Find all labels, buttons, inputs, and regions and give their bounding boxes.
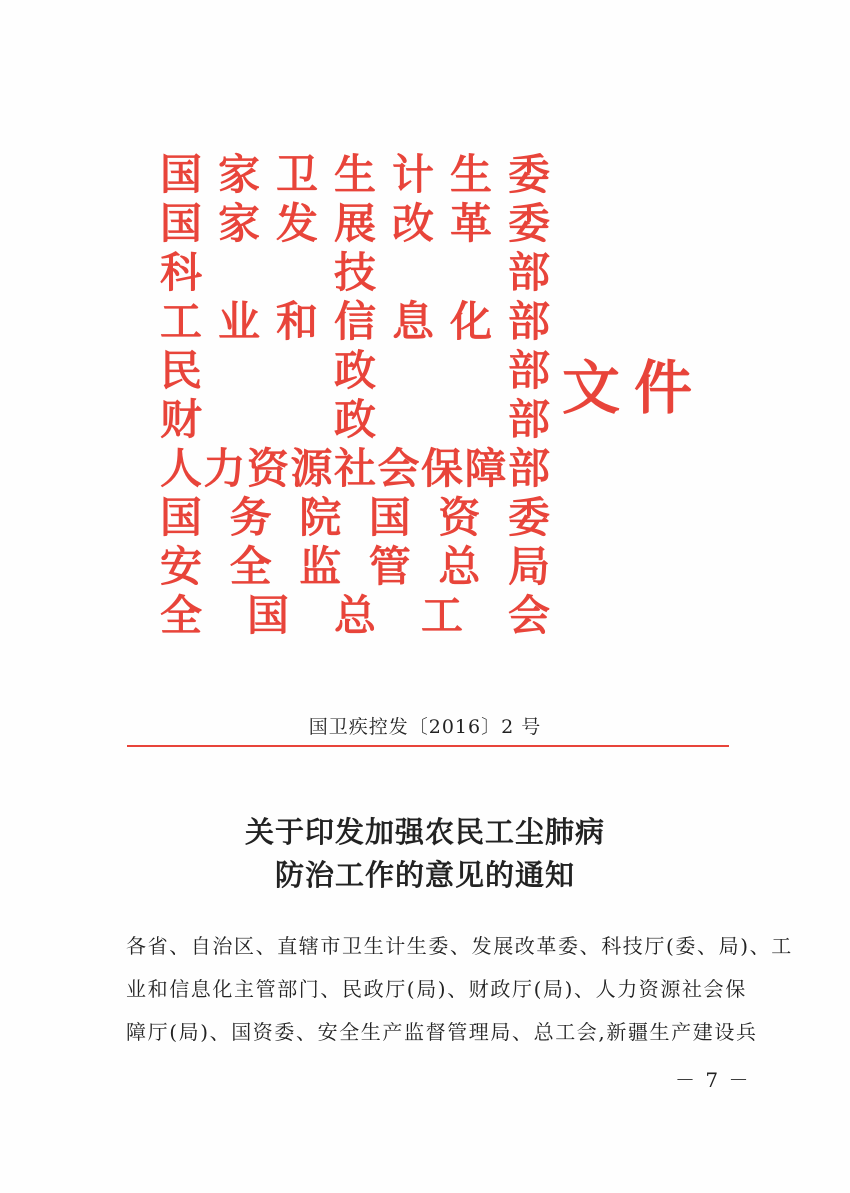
- page-number: － 7 －: [675, 1068, 751, 1092]
- issuer-char: 国: [160, 493, 203, 542]
- issuer-row: [160, 248, 560, 297]
- issuer-char: 国: [160, 150, 203, 199]
- issuer-char: 家: [218, 199, 261, 248]
- issuer-char: 委: [508, 199, 551, 248]
- issuer-row: [160, 542, 560, 591]
- issuer-char: 生: [334, 150, 377, 199]
- issuer-char: 部: [508, 346, 551, 395]
- issuer-char: 力: [203, 444, 246, 493]
- issuer-char: 社: [334, 444, 377, 493]
- issuer-char: 息: [392, 297, 435, 346]
- issuer-char: 部: [508, 248, 551, 297]
- issuer-char: 改: [392, 199, 435, 248]
- issuer-char: 革: [450, 199, 493, 248]
- body-line-1: 各省、自治区、直辖市卫生计生委、发展改革委、科技厅(委、局)、工: [126, 934, 793, 958]
- issuer-char: 信: [334, 297, 377, 346]
- body-line-3: 障厅(局)、国资委、安全生产监督管理局、总工会,新疆生产建设兵: [126, 1020, 758, 1044]
- issuer-row: [160, 297, 560, 346]
- issuer-char: 政: [334, 346, 377, 395]
- issuer-char: 资: [438, 493, 481, 542]
- issuer-char: 部: [508, 395, 551, 444]
- document-number: 国卫疾控发〔2016〕2 号: [308, 716, 542, 738]
- issuer-char: 院: [299, 493, 342, 542]
- issuer-char: 民: [160, 346, 203, 395]
- issuing-agencies-block: [160, 150, 560, 640]
- red-separator-line: [127, 745, 729, 747]
- issuer-char: 安: [160, 542, 203, 591]
- issuer-char: 会: [508, 591, 551, 640]
- document-suffix: 文件: [562, 354, 707, 422]
- issuer-char: 资: [247, 444, 290, 493]
- issuer-char: 业: [218, 297, 261, 346]
- issuer-char: 障: [464, 444, 507, 493]
- issuer-char: 人: [160, 444, 203, 493]
- issuer-char: 工: [160, 297, 203, 346]
- issuer-char: 化: [450, 297, 493, 346]
- issuer-char: 监: [299, 542, 342, 591]
- issuer-char: 总: [438, 542, 481, 591]
- issuer-char: 政: [334, 395, 377, 444]
- issuer-row: [160, 591, 560, 640]
- issuer-row: [160, 444, 560, 493]
- issuer-char: 发: [276, 199, 319, 248]
- issuer-char: 保: [421, 444, 464, 493]
- issuer-char: 委: [508, 150, 551, 199]
- issuer-row: [160, 346, 560, 395]
- issuer-char: 工: [421, 591, 464, 640]
- issuer-char: 部: [508, 444, 551, 493]
- issuer-char: 国: [160, 199, 203, 248]
- issuer-char: 科: [160, 248, 203, 297]
- document-title-line-1: 关于印发加强农民工尘肺病: [244, 815, 605, 849]
- issuer-char: 和: [276, 297, 319, 346]
- issuer-char: 全: [229, 542, 272, 591]
- issuer-char: 国: [247, 591, 290, 640]
- issuer-char: 总: [334, 591, 377, 640]
- issuer-char: 全: [160, 591, 203, 640]
- issuer-char: 财: [160, 395, 203, 444]
- issuer-char: 卫: [276, 150, 319, 199]
- body-line-2: 业和信息化主管部门、民政厅(局)、财政厅(局)、人力资源社会保: [126, 977, 747, 1001]
- issuer-row: [160, 150, 560, 199]
- issuer-row: [160, 493, 560, 542]
- issuer-char: 国: [368, 493, 411, 542]
- issuer-char: 计: [392, 150, 435, 199]
- issuer-row: [160, 199, 560, 248]
- issuer-char: 部: [508, 297, 551, 346]
- issuer-char: 务: [229, 493, 272, 542]
- issuer-row: [160, 395, 560, 444]
- issuer-char: 会: [377, 444, 420, 493]
- issuer-char: 生: [450, 150, 493, 199]
- issuer-char: 管: [368, 542, 411, 591]
- issuer-char: 展: [334, 199, 377, 248]
- issuer-char: 委: [508, 493, 551, 542]
- issuer-char: 技: [334, 248, 377, 297]
- issuer-char: 家: [218, 150, 261, 199]
- issuer-char: 源: [290, 444, 333, 493]
- issuer-char: 局: [508, 542, 551, 591]
- document-title-line-2: 防治工作的意见的通知: [274, 858, 575, 892]
